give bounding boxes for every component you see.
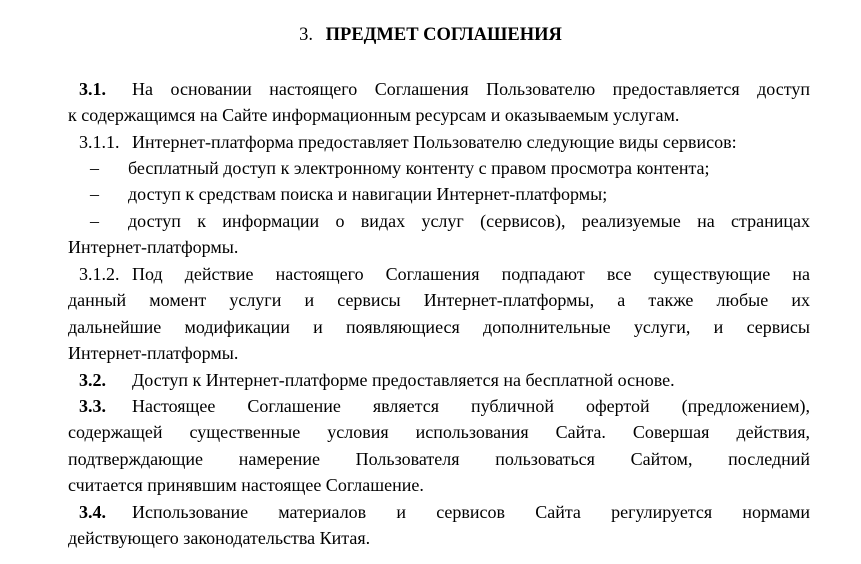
clause-3-3	[68, 393, 810, 499]
list-dash: –	[90, 184, 99, 204]
clause-3-1-1	[68, 129, 810, 155]
clause-text: Интернет-платформа предоставляет Пользователю следующие виды сервисов:	[132, 132, 737, 152]
clause-text-line: действующего законодательства Китая.	[68, 528, 371, 549]
clause-number: 3.1.	[79, 79, 106, 99]
clause-text-line: Под действие настоящего Соглашения подпадают все существующие на	[132, 264, 810, 284]
list-item	[68, 155, 810, 181]
clause-text-line: данный момент услуги и сервисы Интернет-платформы, а также любые их	[68, 290, 810, 311]
list-dash: –	[90, 211, 99, 231]
section-number: 3.	[299, 25, 314, 45]
clause-text-line: Использование материалов и сервисов Сайта регулируется нормами	[132, 502, 810, 522]
clause-number: 3.4.	[79, 502, 106, 522]
clause-text-line: Настоящее Соглашение является публичной офертой (предложением),	[132, 396, 810, 416]
clause-number: 3.1.1.	[79, 132, 120, 152]
clause-text-line: к содержащимся на Сайте информационным ресурсам и оказываемым услугам.	[68, 105, 680, 126]
clause-text-line: подтверждающие намерение Пользователя пользоваться Сайтом, последний	[68, 448, 810, 469]
list-item-text-line: Интернет-платформы.	[68, 237, 239, 258]
clause-number: 3.3.	[79, 396, 106, 416]
clause-text-line: Интернет-платформы.	[68, 343, 239, 364]
clause-number: 3.2.	[79, 370, 106, 390]
list-item	[68, 208, 810, 261]
clause-3-1	[68, 76, 810, 129]
clause-text-line: содержащей существенные условия использования Сайта. Совершая действия,	[68, 422, 810, 443]
list-dash: –	[90, 158, 99, 178]
clause-3-1-2	[68, 261, 810, 367]
section-title: ПРЕДМЕТ СОГЛАШЕНИЯ	[325, 25, 562, 45]
list-item	[68, 181, 810, 207]
list-item-text-line: доступ к информации о видах услуг (сервисов), реализуемые на страницах	[128, 211, 810, 231]
section-heading	[0, 22, 861, 48]
clause-3-2	[68, 367, 810, 393]
list-item-text: бесплатный доступ к электронному контенту с правом просмотра контента;	[128, 158, 710, 178]
clause-text: Доступ к Интернет-платформе предоставляется на бесплатной основе.	[132, 370, 675, 390]
clause-text-line: дальнейшие модификации и появляющиеся дополнительные услуги, и сервисы	[68, 316, 810, 337]
clause-3-4	[68, 499, 810, 552]
clause-text-line: На основании настоящего Соглашения Пользователю предоставляется доступ	[132, 79, 810, 99]
clause-text-line: считается принявшим настоящее Соглашение.	[68, 475, 424, 496]
list-item-text: доступ к средствам поиска и навигации Интернет-платформы;	[128, 184, 608, 204]
clause-number: 3.1.2.	[79, 264, 120, 284]
